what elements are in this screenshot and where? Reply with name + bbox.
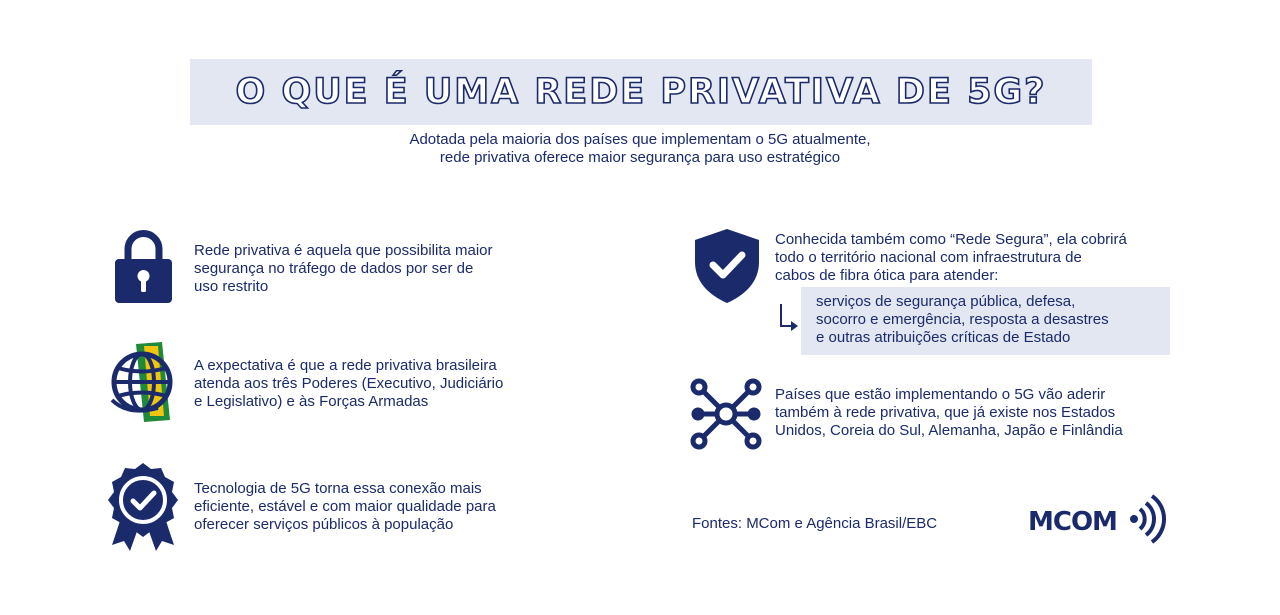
text-line: Unidos, Coreia do Sul, Alemanha, Japão e Finlândia [775,422,1123,439]
text-line: serviços de segurança pública, defesa, [816,293,1076,310]
quality-badge-icon [108,463,178,553]
item-text-secure-network [775,231,1127,285]
services-box [801,287,1170,355]
mcom-logo [1028,492,1173,546]
sources-note: Fontes: MCom e Agência Brasil/EBC [692,515,938,532]
text-line: Tecnologia de 5G torna essa conexão mais [194,480,482,497]
globe-flag-icon [108,342,180,424]
network-icon [690,378,762,450]
text-line: segurança no tráfego de dados por ser de [194,260,474,277]
title-banner [190,59,1092,125]
subtitle [290,131,990,167]
item-text-expectation [194,357,503,411]
text-line: Países que estão implementando o 5G vão aderir [775,386,1106,403]
text-line: A expectativa é que a rede privativa brasileira [194,357,497,374]
text-line: também à rede privativa, que já existe nos Estados [775,404,1116,421]
item-text-countries [775,386,1123,440]
lock-icon [115,229,172,303]
text-line: e outras atribuições críticas de Estado [816,329,1071,346]
page-title: O QUE É UMA REDE PRIVATIVA DE 5G? [235,72,1047,112]
text-line: todo o território nacional com infraestrutura de [775,249,1082,266]
text-line: cabos de fibra ótica para atender: [775,267,999,284]
logo-text: MCOM [1028,507,1117,537]
arrow-down-right-icon [777,304,799,332]
text-line: Conhecida também como “Rede Segura”, ela cobrirá [775,231,1127,248]
subtitle-line: Adotada pela maioria dos países que implementam o 5G atualmente, [409,131,871,148]
shield-check-icon [695,229,759,303]
text-line: atenda aos três Poderes (Executivo, Judiciário [194,375,504,392]
services-list [816,293,1109,347]
item-text-private-network [194,242,493,296]
subtitle-line: rede privativa oferece maior segurança para uso estratégico [439,149,841,166]
logo-signal-icon [1130,496,1164,542]
text-line: Rede privativa é aquela que possibilita maior [194,242,493,259]
text-line: oferecer serviços públicos à população [194,516,454,533]
text-line: socorro e emergência, resposta a desastres [816,311,1109,328]
text-line: eficiente, estável e com maior qualidade para [194,498,496,515]
item-text-5g-technology [194,480,496,534]
text-line: e Legislativo) e às Forças Armadas [194,393,429,410]
text-line: uso restrito [194,278,269,295]
